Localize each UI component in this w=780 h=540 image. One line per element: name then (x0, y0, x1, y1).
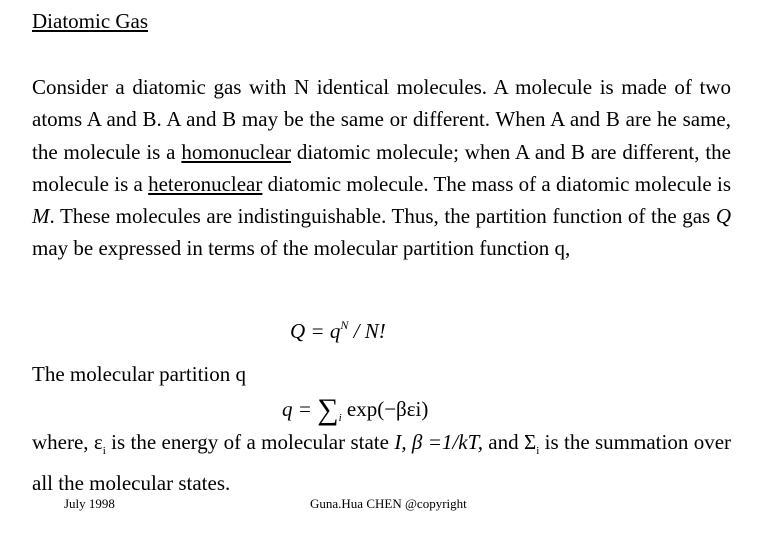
q-symbol: Q (715, 204, 731, 229)
text-run: and Σ (482, 430, 537, 454)
text-run: diatomic molecule. The mass of a diatomic molecule is (262, 171, 732, 196)
molecular-partition-label: The molecular partition q (32, 362, 247, 386)
text-run: is the energy of a molecular state (105, 430, 395, 454)
equation-partition-function (290, 318, 386, 344)
text-run: where, ε (32, 430, 103, 454)
eq1-exponent: N (340, 318, 349, 332)
eq1-rhs: / N! (348, 319, 386, 343)
eq1-lhs: Q = q (290, 319, 341, 343)
state-symbol: I, (394, 430, 407, 454)
sigma-subscript: i (536, 445, 540, 458)
mass-symbol: M (32, 204, 50, 229)
beta-definition: β =1/kT, (406, 430, 483, 454)
intro-paragraph (32, 71, 731, 265)
page-title: Diatomic Gas (32, 9, 149, 33)
text-run: is the summation over all the molecular states. (32, 430, 732, 496)
eq2-index: i (338, 412, 342, 425)
term-homonuclear: homonuclear (181, 139, 291, 164)
term-heteronuclear: heteronuclear (148, 171, 263, 196)
footer-date: July 1998 (64, 496, 115, 511)
text-run: diatomic molecule; when A and B are different, the molecule is a (32, 139, 731, 196)
eq2-rhs: exp(−βεi) (341, 397, 429, 421)
summation-symbol: ∑ (317, 393, 339, 426)
text-run: . These molecules are indistinguishable. Thus, the partition function of the gas (49, 204, 716, 229)
equation-molecular-partition (282, 393, 428, 427)
epsilon-subscript: i (102, 445, 106, 458)
where-paragraph (32, 426, 731, 499)
text-run: may be expressed in terms of the molecular partition function q, (32, 236, 571, 261)
eq2-lhs: q = (282, 397, 318, 421)
text-run: Consider a diatomic gas with N identical molecules. A molecule is made of two atoms A and B. A and B may be the same or different. When A and B are he same, the molecule is a (32, 75, 731, 164)
footer-credit: Guna.Hua CHEN @copyright (310, 496, 467, 511)
